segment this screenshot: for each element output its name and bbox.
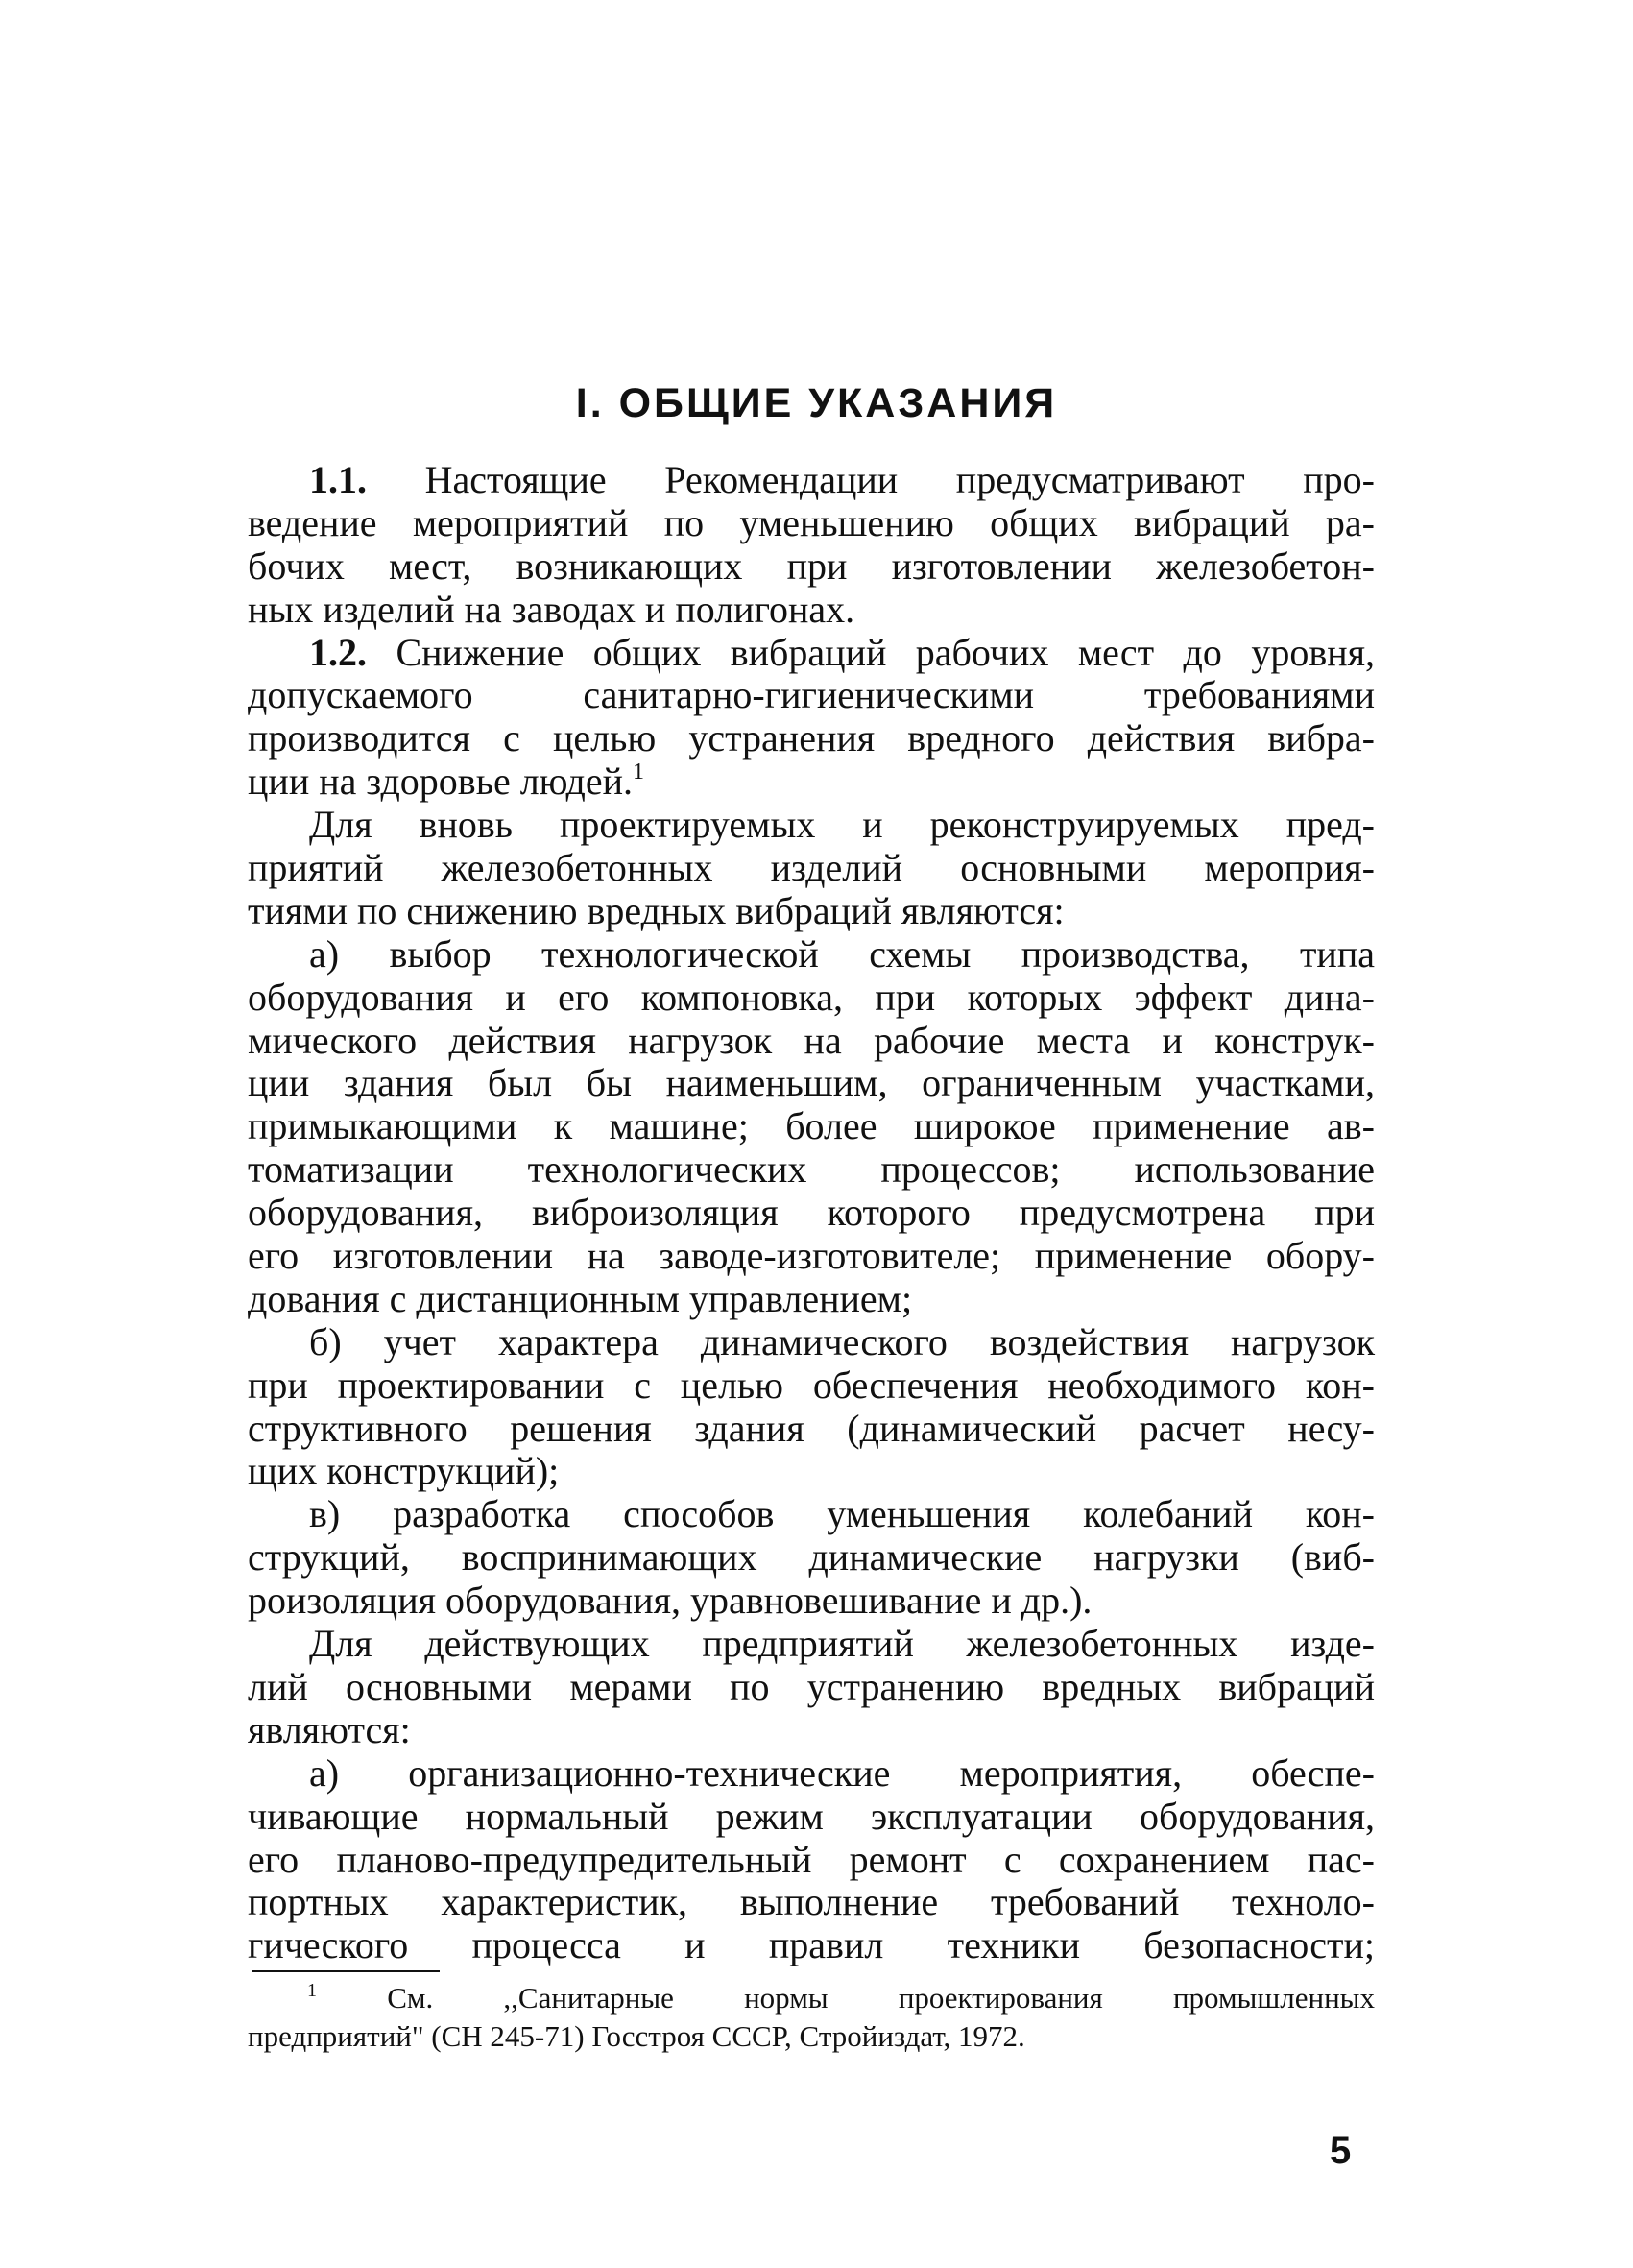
- text-line: 1.1. Настоящие Рекомендации предусматривают про-: [309, 458, 1376, 501]
- footnote-ref: 1: [633, 760, 645, 785]
- footnote-divider: [252, 1970, 440, 1972]
- text-line: чивающие нормальный режим эксплуатации оборудования,: [248, 1794, 1375, 1838]
- text-line: гического процесса и правил техники безопасности;: [248, 1923, 1375, 1967]
- clause-number: 1.2.: [309, 630, 367, 674]
- text-line: его планово-предупредительный ремонт с сохранением пас-: [248, 1837, 1375, 1881]
- text-line: б) учет характера динамического воздействия нагрузок: [309, 1319, 1375, 1363]
- text-line: Для действующих предприятий железобетонных изде-: [309, 1622, 1375, 1666]
- body-text: [248, 459, 1375, 1967]
- footnote-marker: 1: [307, 1980, 317, 2001]
- text-line: ведение мероприятий по уменьшению общих вибраций ра-: [248, 500, 1375, 544]
- text-line: ции на здоровье людей.$^1$: [248, 760, 645, 804]
- text-line: в) разработка способов уменьшения колебаний кон-: [309, 1492, 1375, 1536]
- text-line: его изготовлении на заводе-изготовителе; применение обору-: [248, 1234, 1375, 1278]
- footnote: [248, 1979, 1375, 2056]
- text-line: оборудования, виброизоляция которого предусмотрена при: [248, 1191, 1375, 1235]
- text-line: портных характеристик, выполнение требований техноло-: [248, 1880, 1375, 1924]
- text-line: мического действия нагрузок на рабочие места и конструк-: [248, 1018, 1375, 1062]
- text-line: бочих мест, возникающих при изготовлении железобетон-: [248, 543, 1375, 588]
- text-line: приятий железобетонных изделий основными мероприя-: [248, 846, 1375, 890]
- text-line: ции здания был бы наименьшим, ограниченным участками,: [248, 1061, 1375, 1105]
- text-line: роизоляция оборудования, уравновешивание и др.).: [248, 1579, 1093, 1623]
- text-line: являются:: [248, 1707, 411, 1751]
- footnote-line: предприятий" (СН 245-71) Госстроя СССР, Стройиздат, 1972.: [248, 2019, 1025, 2053]
- page-number: 5: [1330, 2130, 1352, 2172]
- text-line: а) выбор технологической схемы производства, типа: [309, 931, 1375, 976]
- text-line: производится с целью устранения вредного действия вибра-: [248, 716, 1375, 760]
- text-line: при проектировании с целью обеспечения необходимого кон-: [248, 1363, 1375, 1407]
- text-line: щих конструкций);: [248, 1449, 560, 1493]
- text-line: томатизации технологических процессов; использование: [248, 1147, 1375, 1192]
- text-line: Для вновь проектируемых и реконструируемых пред-: [309, 803, 1375, 847]
- text-line: дования с дистанционным управлением;: [248, 1276, 913, 1320]
- text-line: 1.2. Снижение общих вибраций рабочих мест до уровня,: [309, 630, 1376, 674]
- section-heading: I. ОБЩИЕ УКАЗАНИЯ: [575, 380, 1058, 426]
- text-line: допускаемого санитарно-гигиеническими требованиями: [248, 673, 1375, 717]
- text-line: а) организационно-технические мероприятия, обеспе-: [309, 1750, 1375, 1795]
- text-line: тиями по снижению вредных вибраций являются:: [248, 888, 1065, 932]
- text-line: структивного решения здания (динамический расчет несу-: [248, 1406, 1375, 1450]
- text-line: струкций, воспринимающих динамические нагрузки (виб-: [248, 1535, 1375, 1580]
- text-line: ных изделий на заводах и полигонах.: [248, 587, 855, 631]
- text-line: лий основными мерами по устранению вредных вибраций: [248, 1664, 1375, 1708]
- text-line: оборудования и его компоновка, при которых эффект дина-: [248, 975, 1375, 1019]
- footnote-line: $^1$ См. ,,Санитарные нормы проектирования промышленных: [307, 1980, 1375, 2015]
- text-line: примыкающими к машине; более широкое применение ав-: [248, 1104, 1375, 1148]
- clause-number: 1.1.: [309, 458, 367, 501]
